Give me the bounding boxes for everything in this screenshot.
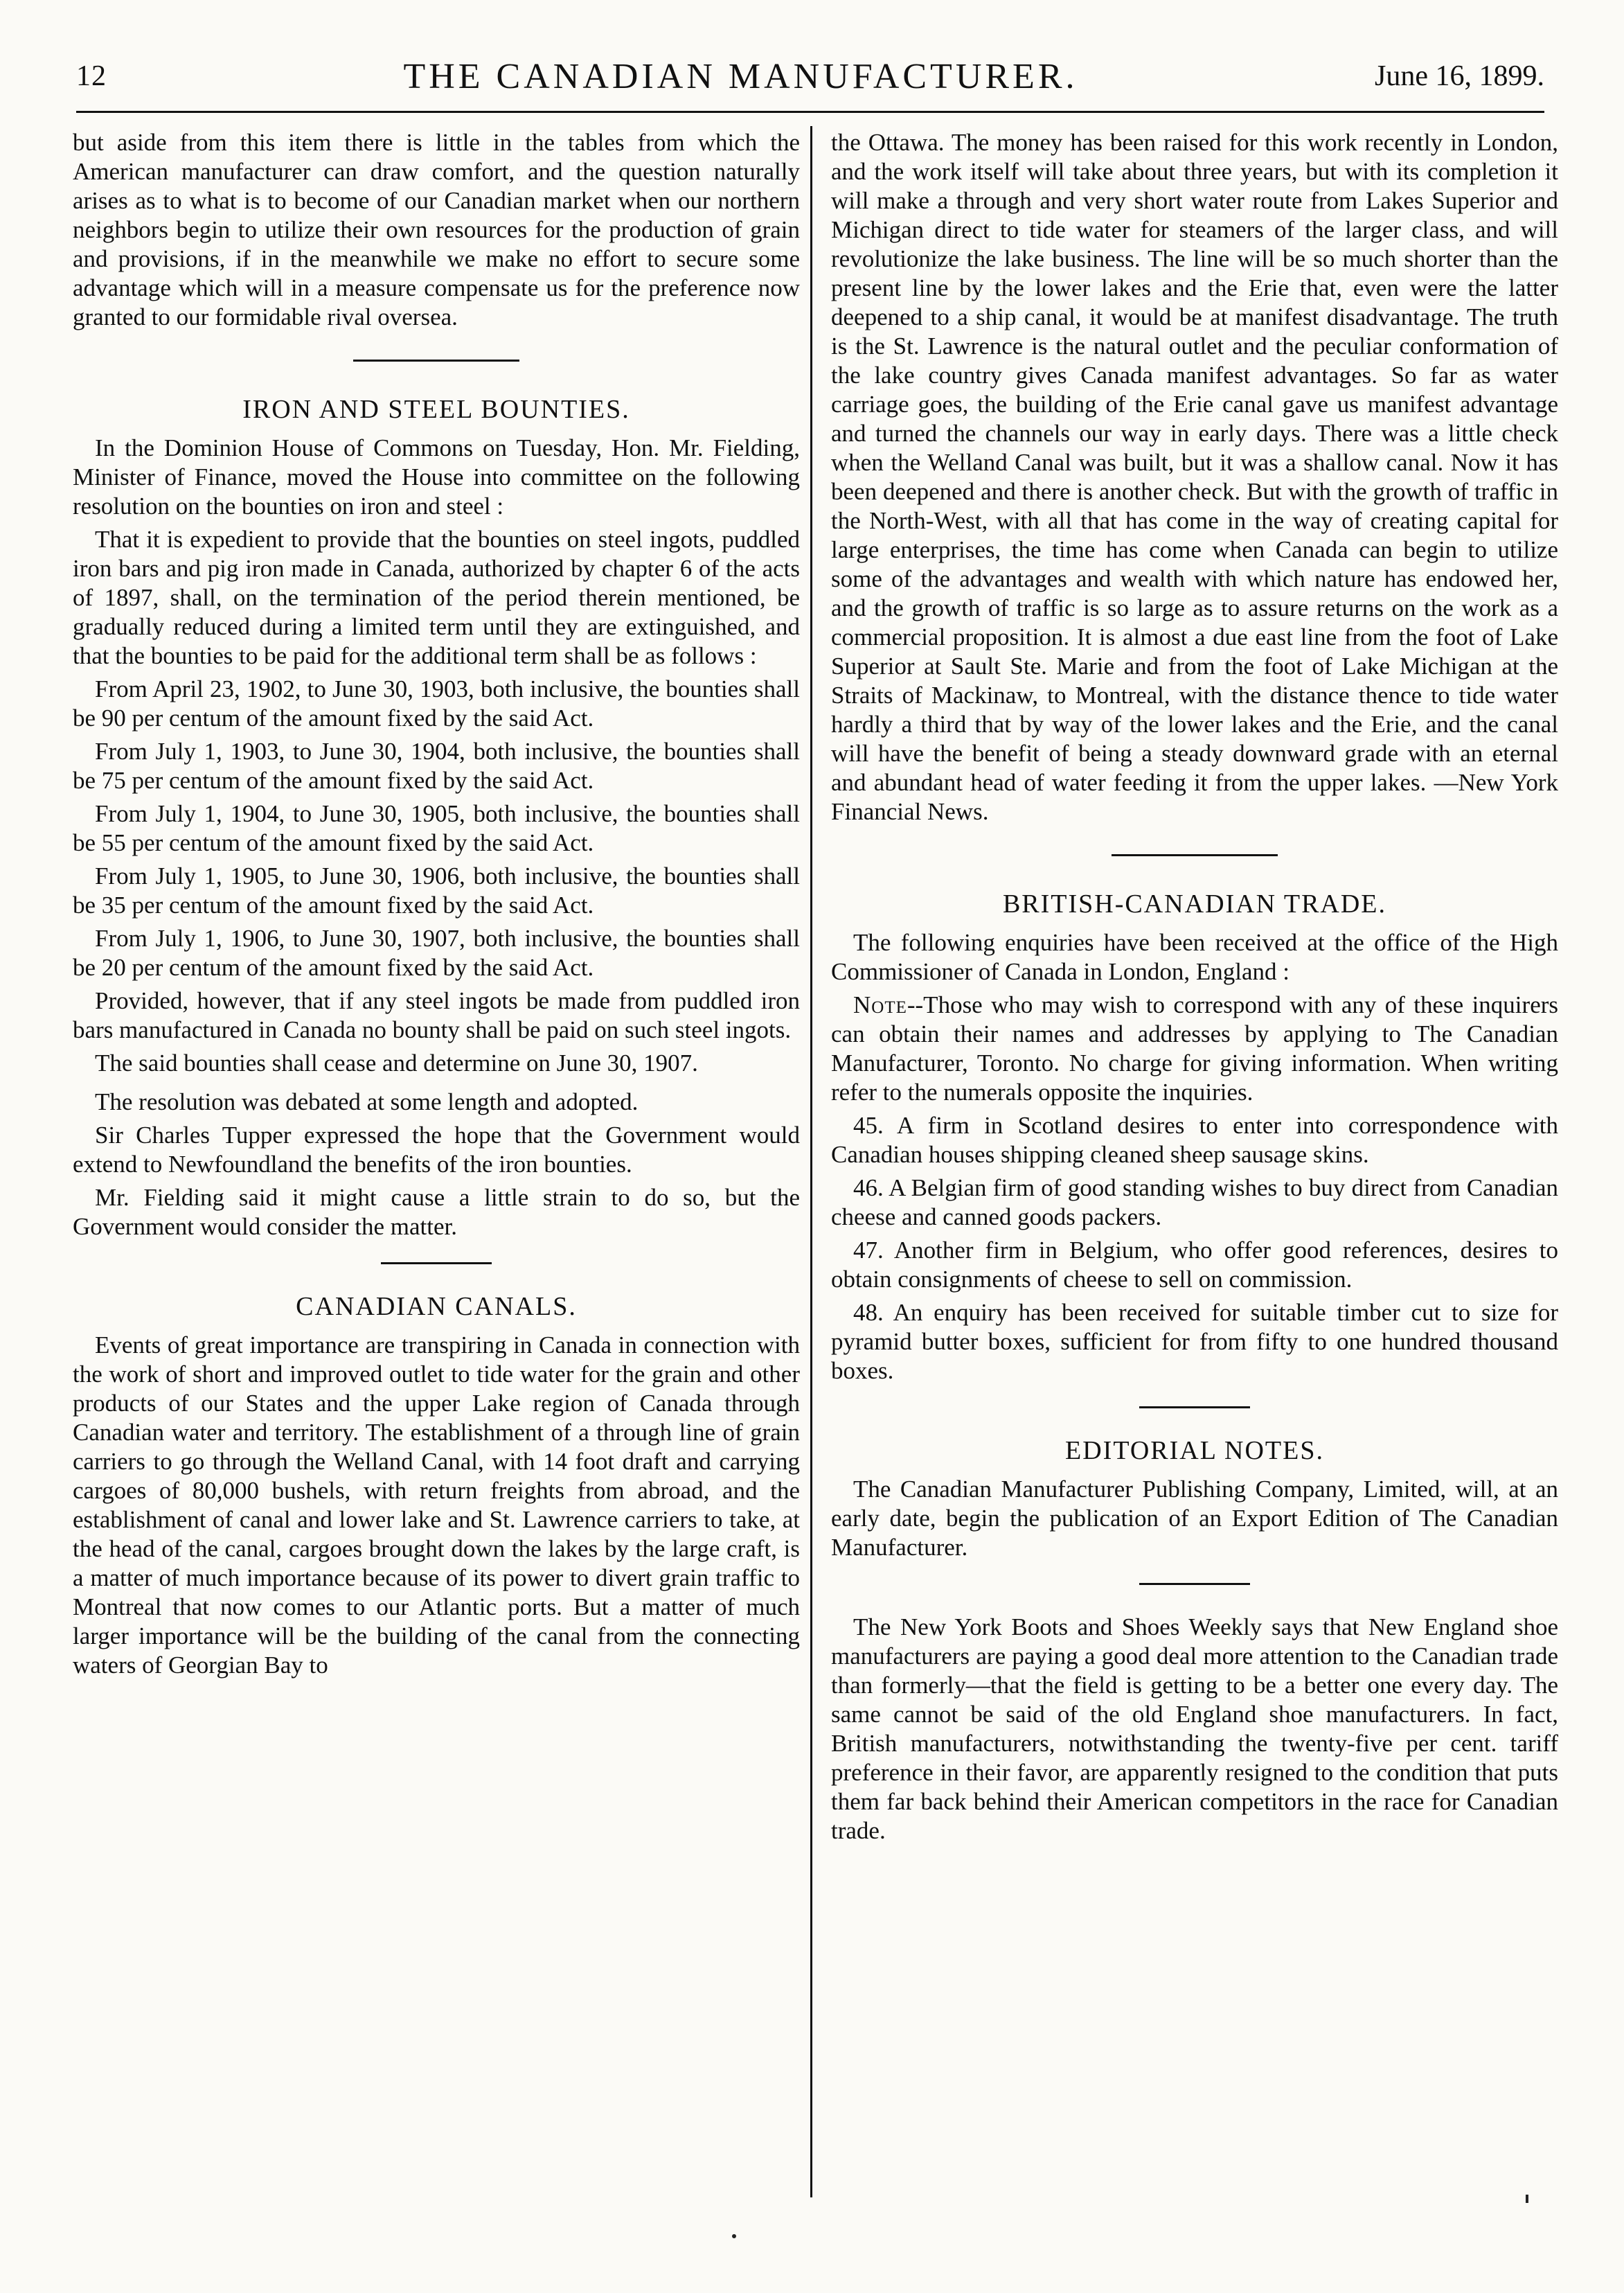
- iron-cease: The said bounties shall cease and determine on June 30, 1907.: [95, 1050, 698, 1077]
- editorial-paragraph-2: The New York Boots and Shoes Weekly says that New England shoe manufacturers are paying a good deal more attention to the Canadian trade than formerly—that the field is getting to be a better one every day. The same cannot be said of the old England shoe manufacturers. In fact, British manufacturers, notwithstanding the twenty-five per cent. tariff preference in their favor, are apparently resigned to the condition that puts them far back behind their American competitors in the race for Canadian trade.: [831, 1613, 1558, 1844]
- section-separator: [381, 1262, 492, 1264]
- canals-paragraph: Events of great importance are transpiring in Canada in connection with the work of short and improved outlet to tide water for the grain and other products of our States and the upper Lake region of Canada through Canadian water and territory. The establishment of a through line of grain carriers to go through the Welland Canal, with 14 foot draft and carrying cargoes of 80,000 bushels, with return freights from abroad, and the establishment of canal and lower lake and St. Lawrence carriers to take, at the head of the canal, cargoes brought down the lakes by the large craft, is a matter of much importance because of its power to divert grain traffic to Montreal that now comes to our Atlantic ports. But a matter of much larger importance will be the building of the canal from the connecting waters of Georgian Bay to: [73, 1331, 800, 1679]
- canals-continued: the Ottawa. The money has been raised for this work recently in London, and the work itself will take about three years, but with its completion it will make a through and very short water route from Lakes Superior and Michigan direct to tide water for steamers of the larger class, and will revolutionize the lake business. The line will be so much shorter than the present line by the lower lakes and the Erie that, even were the latter deepened to a ship canal, it would be at manifest disadvantage. The truth is the St. Lawrence is the natural outlet and the peculiar conformation of the lake country gives Canada manifest advantages. So far as water carriage goes, the building of the Erie canal gave us manifest advantage and turned the channels our way in early days. There was a little check when the Welland Canal was built, but it was a shallow canal. Now it has been deepened and there is another check. But with the growth of traffic in the North-West, with all that has come in the way of creating capital for large enterprises, the time has come when Canada can begin to utilize some of the advantages and wealth with which nature has endowed her, and the growth of traffic is so large as to assure returns on the work as a commercial proposition. It is almost a due east line from the foot of Lake Superior at Sault Ste. Marie and from the foot of Lake Michigan at the Straits of Mackinaw, to Montreal, with the distance thence to tide water hardly a third that by way of the lower lakes and the Erie, and the canal will have the benefit of being a steady downward grade with an eternal and abundant head of water feeding it from the upper lakes. —New York Financial News.: [831, 129, 1558, 825]
- section-separator: [1139, 1583, 1250, 1585]
- bounty-schedule-4: From July 1, 1905, to June 30, 1906, both inclusive, the bounties shall be 35 per centum of the amount fixed by the said Act.: [73, 862, 800, 919]
- iron-debated: The resolution was debated at some length and adopted.: [95, 1088, 639, 1115]
- iron-resolution: That it is expedient to provide that the bounties on steel ingots, puddled iron bars and pig iron made in Canada, authorized by chapter 6 of the acts of 1897, shall, on the termination of the period therein mentioned, be gradually reduced during a limited term until they are extinguished, and that the bounties to be paid for the additional term shall be as follows :: [73, 526, 800, 669]
- note-label: Note: [853, 991, 907, 1018]
- iron-proviso: Provided, however, that if any steel ingots be made from puddled iron bars manufactured in Canada no bounty shall be paid on such steel ingots.: [73, 987, 800, 1043]
- enquiry-46: 46. A Belgian firm of good standing wishes to buy direct from Canadian cheese and canned goods packers.: [831, 1174, 1558, 1230]
- bounty-schedule-2: From July 1, 1903, to June 30, 1904, both inclusive, the bounties shall be 75 per centum of the amount fixed by the said Act.: [73, 738, 800, 794]
- heading-canadian-canals: CANADIAN CANALS.: [296, 1292, 577, 1321]
- heading-editorial-notes: EDITORIAL NOTES.: [1065, 1436, 1324, 1465]
- section-separator: [353, 360, 519, 362]
- heading-iron-steel-bounties: IRON AND STEEL BOUNTIES.: [242, 395, 630, 424]
- iron-fielding: Mr. Fielding said it might cause a little strain to do so, but the Government would consider the matter.: [73, 1184, 800, 1240]
- enquiry-48: 48. An enquiry has been received for suitable timber cut to size for pyramid butter boxes, sufficient for from fifty to one hundred thousand boxes.: [831, 1299, 1558, 1384]
- section-separator: [1139, 1406, 1250, 1408]
- enquiry-47: 47. Another firm in Belgium, who offer good references, desires to obtain consignments of cheese to sell on commission.: [831, 1237, 1558, 1293]
- printer-mark: [1526, 2195, 1528, 2203]
- left-column: [73, 128, 800, 1684]
- iron-tupper: Sir Charles Tupper expressed the hope that the Government would extend to Newfoundland the benefits of the iron bounties.: [73, 1122, 800, 1178]
- bounty-schedule-5: From July 1, 1906, to June 30, 1907, both inclusive, the bounties shall be 20 per centum of the amount fixed by the said Act.: [73, 925, 800, 981]
- editorial-paragraph-1: The Canadian Manufacturer Publishing Company, Limited, will, at an early date, begin the publication of an Export Edition of The Canadian Manufacturer.: [831, 1476, 1558, 1561]
- issue-date: June 16, 1899.: [1374, 60, 1544, 92]
- bounty-schedule-3: From July 1, 1904, to June 30, 1905, both inclusive, the bounties shall be 55 per centum of the amount fixed by the said Act.: [73, 800, 800, 856]
- iron-paragraph-1: In the Dominion House of Commons on Tuesday, Hon. Mr. Fielding, Minister of Finance, moved the House into committee on the following resolution on the bounties on iron and steel :: [73, 434, 800, 520]
- enquiry-45: 45. A firm in Scotland desires to enter into correspondence with Canadian houses shipping cleaned sheep sausage skins.: [831, 1112, 1558, 1168]
- right-column: [831, 128, 1558, 1850]
- heading-british-canadian-trade: BRITISH-CANADIAN TRADE.: [1002, 889, 1387, 919]
- printer-mark: [732, 2234, 736, 2238]
- british-note: [831, 991, 1558, 1107]
- page-number: 12: [76, 60, 107, 92]
- publication-title: THE CANADIAN MANUFACTURER.: [403, 56, 1078, 96]
- section-separator: [1112, 854, 1278, 856]
- british-intro: The following enquiries have been received at the office of the High Commissioner of Canada in London, England :: [831, 929, 1558, 985]
- note-text: --Those who may wish to correspond with any of these inquirers can obtain their names and addresses by applying to The Canadian Manufacturer, Toronto. No charge for giving information. When writing refer to the numerals opposite the inquiries.: [831, 991, 1558, 1106]
- masthead: [76, 48, 1544, 104]
- intro-paragraph: but aside from this item there is little in the tables from which the American manufacturer can draw comfort, and the question naturally arises as to what is to become of our Canadian market when our northern neighbors begin to utilize their own resources for the production of grain and provisions, if in the meanwhile we make no effort to secure some advantage which will in a measure compensate us for the preference now granted to our formidable rival oversea.: [73, 129, 800, 330]
- bounty-schedule-1: From April 23, 1902, to June 30, 1903, both inclusive, the bounties shall be 90 per centum of the amount fixed by the said Act.: [73, 675, 800, 732]
- column-divider: [810, 126, 812, 2197]
- header-rule: [76, 111, 1544, 113]
